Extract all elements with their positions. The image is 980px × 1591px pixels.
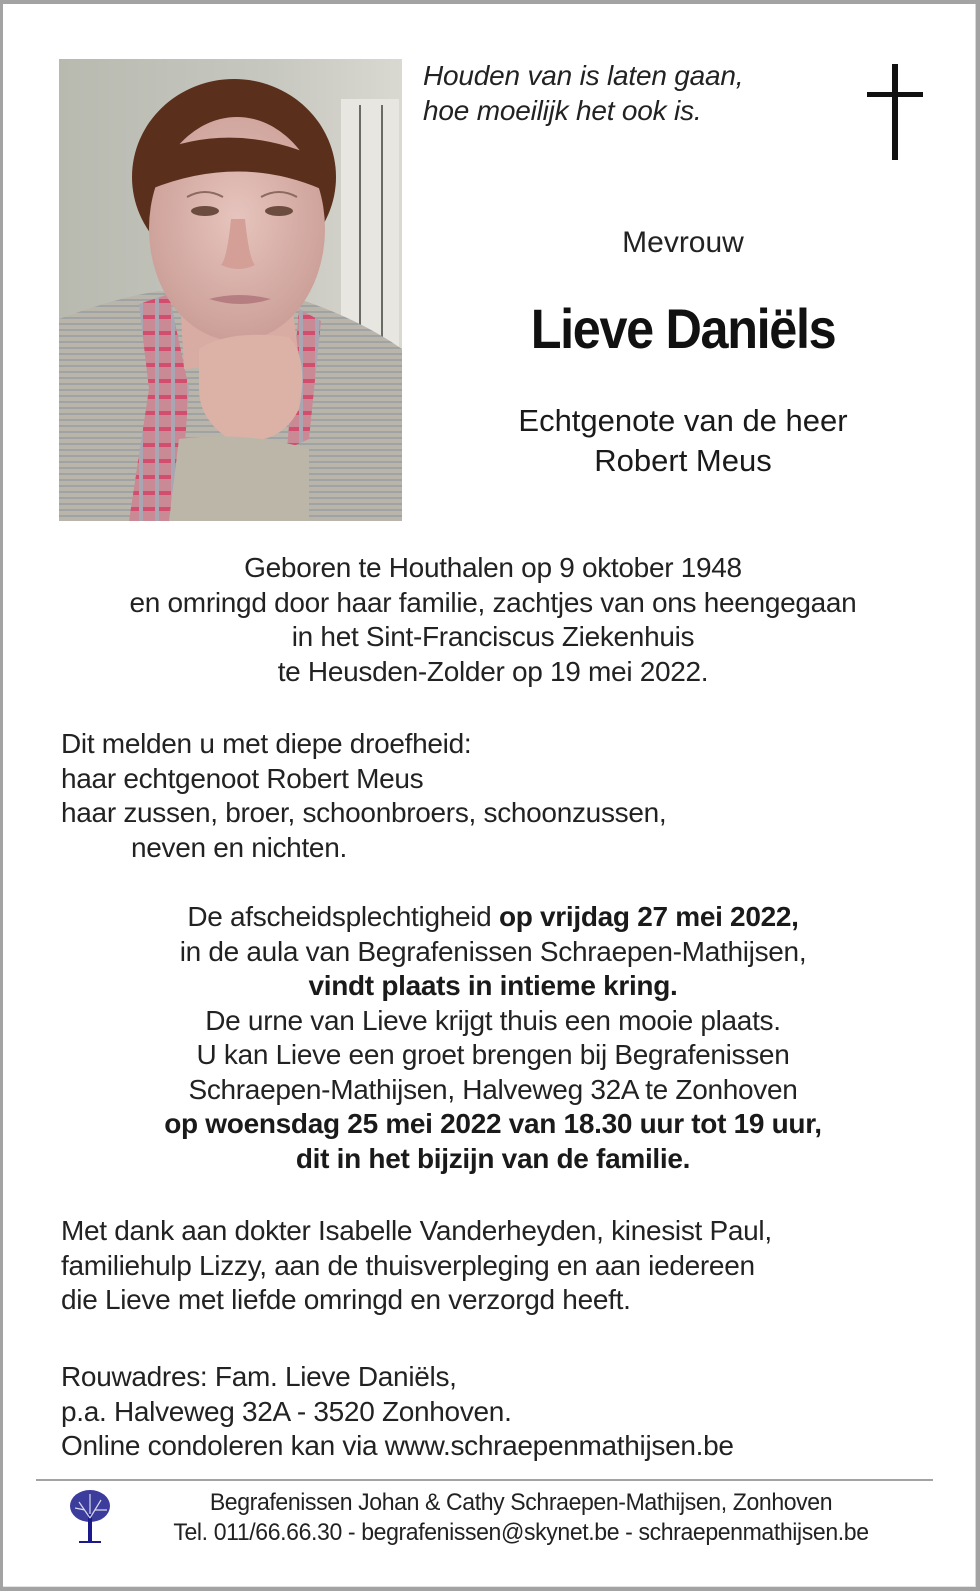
- thanks-section: [61, 1214, 941, 1318]
- birth-death-section: [43, 551, 943, 689]
- tree-logo-icon: [65, 1488, 115, 1544]
- text-line: haar echtgenoot Robert Meus: [61, 762, 424, 794]
- text-line-bold: dit in het bijzijn van de familie.: [295, 1142, 691, 1174]
- text-line: Geboren te Houthalen op 9 oktober 1948: [244, 552, 742, 583]
- ceremony-date: op vrijdag 27 mei 2022,: [498, 901, 799, 932]
- spouse-line: Echtgenote van de heer: [518, 403, 848, 438]
- text-line: Schraepen-Mathijsen, Halveweg 32A te Zonhoven: [188, 1073, 798, 1105]
- family-announcement: [61, 727, 921, 865]
- funeral-home-info: [137, 1488, 905, 1548]
- visitation-time: op woensdag 25 mei 2022 van 18.30 uur tot 19 uur,: [164, 1108, 822, 1139]
- text-line: familiehulp Lizzy, aan de thuisverpleging en aan iedereen: [61, 1249, 755, 1281]
- text-line: in de aula van Begrafenissen Schraepen-Mathijsen,: [179, 935, 807, 967]
- portrait-image: [59, 59, 402, 521]
- text-line: U kan Lieve een groet brengen bij Begrafenissen: [196, 1039, 790, 1070]
- spouse-name: Robert Meus: [594, 443, 772, 478]
- text-line-bold: vindt plaats in intieme kring.: [308, 970, 678, 1001]
- mourning-address: [61, 1360, 941, 1464]
- text-line: te Heusden-Zolder op 19 mei 2022.: [277, 655, 709, 687]
- portrait-photo: [59, 59, 402, 521]
- text-line: De urne van Lieve krijgt thuis een mooie plaats.: [205, 1004, 781, 1036]
- text-line: en omringd door haar familie, zachtjes van ons heengegaan: [129, 586, 857, 618]
- text-line: Met dank aan dokter Isabelle Vanderheyden, kinesist Paul,: [61, 1215, 772, 1246]
- quote-line: Houden van is laten gaan,: [423, 60, 744, 91]
- text-line: p.a. Halveweg 32A - 3520 Zonhoven.: [61, 1395, 512, 1427]
- footer-divider: [36, 1479, 933, 1481]
- ceremony-section: [43, 900, 943, 1176]
- text-line: die Lieve met liefde omringd en verzorgd heeft.: [61, 1284, 631, 1315]
- text-regular: De afscheidsplechtigheid: [187, 901, 499, 932]
- honorific: Mevrouw: [622, 226, 744, 259]
- text-line: neven en nichten.: [131, 831, 347, 863]
- obituary-card: [3, 4, 976, 1587]
- condolence-link[interactable]: Online condoleren kan via www.schraepenmathijsen.be: [61, 1430, 734, 1461]
- text-line: [43, 900, 943, 935]
- text-line: haar zussen, broer, schoonbroers, schoonzussen,: [61, 797, 667, 828]
- spouse-info: [423, 401, 943, 481]
- epigraph-quote: [423, 58, 743, 128]
- text-line: Dit melden u met diepe droefheid:: [61, 728, 472, 759]
- text-line: Rouwadres: Fam. Lieve Daniëls,: [61, 1361, 457, 1392]
- funeral-home-contact: Tel. 011/66.66.30 - begrafenissen@skynet.be - schraepenmathijsen.be: [173, 1519, 869, 1546]
- cross-icon: [867, 64, 923, 160]
- text-line: in het Sint-Franciscus Ziekenhuis: [291, 621, 695, 652]
- funeral-home-name: Begrafenissen Johan & Cathy Schraepen-Mathijsen, Zonhoven: [209, 1489, 833, 1516]
- deceased-name: Lieve Daniëls: [530, 297, 836, 360]
- quote-line: hoe moeilijk het ook is.: [423, 95, 702, 126]
